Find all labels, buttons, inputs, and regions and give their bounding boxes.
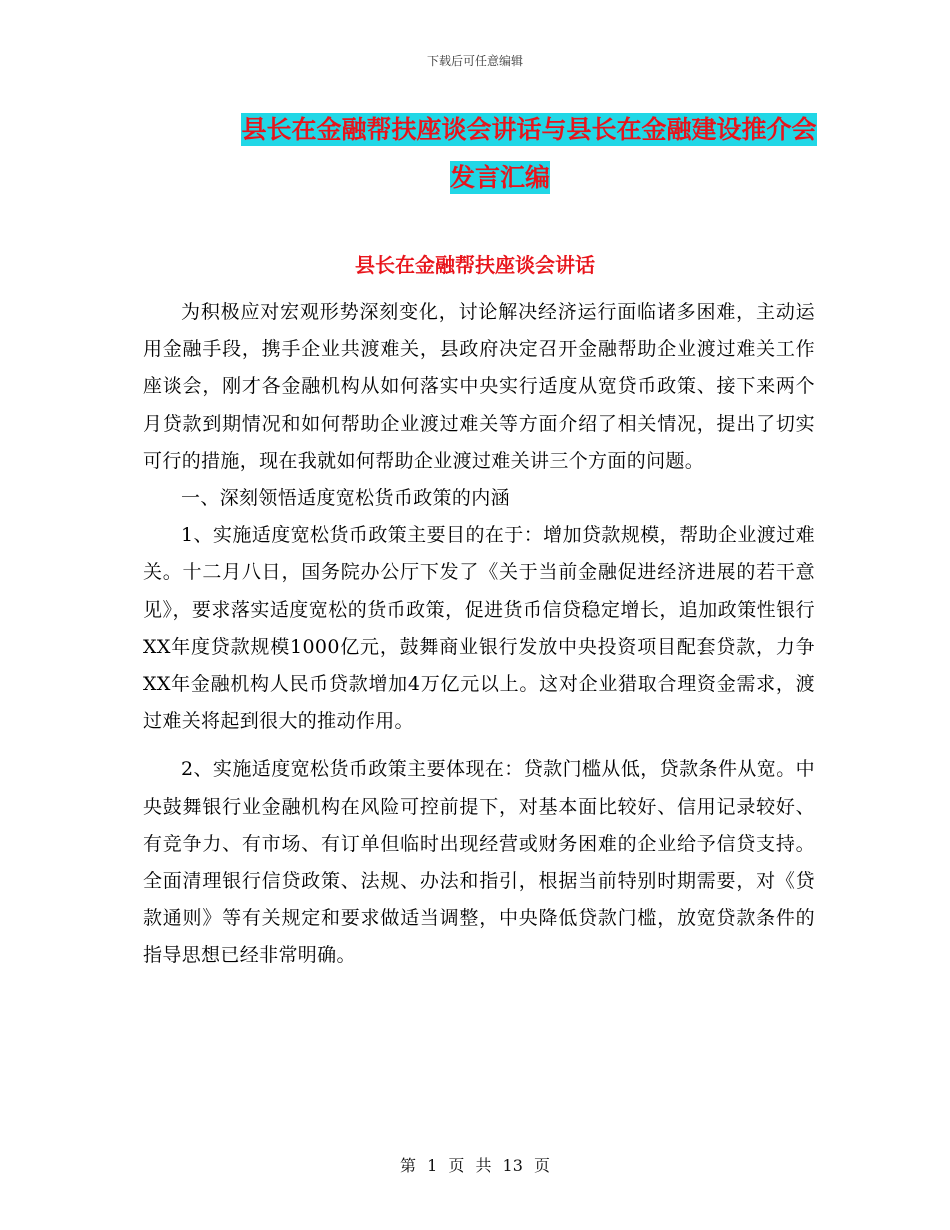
- paragraph-point-1: 1、实施适度宽松货币政策主要目的在于：增加贷款规模，帮助企业渡过难关。十二月八日，国务院办公厅下发了《关于当前金融促进经济进展的若干意见》，要求落实适度宽松的货币政策，促进货币信贷稳定增长，追加政策性银行XX年度贷款规模1000亿元，鼓舞商业银行发放中央投资项目配套贷款，力争XX年金融机构人民币贷款增加4万亿元以上。这对企业猎取合理资金需求，渡过难关将起到很大的推动作用。: [143, 524, 815, 733]
- document-title-line2: 发言汇编: [449, 163, 550, 192]
- document-title: [140, 106, 860, 202]
- page-number-footer: 第 1 页 共 13 页: [400, 1156, 550, 1175]
- document-title-line1: 县长在金融帮扶座谈会讲话与县长在金融建设推介会: [241, 115, 817, 144]
- section-title: 县长在金融帮扶座谈会讲话: [355, 253, 595, 277]
- paragraph-point-2: 2、实施适度宽松货币政策主要体现在：贷款门槛从低，贷款条件从宽。中央鼓舞银行业金融机构在风险可控前提下，对基本面比较好、信用记录较好、有竞争力、有市场、有订单但临时出现经营或财务困难的企业给予信贷支持。全面清理银行信贷政策、法规、办法和指引，根据当前特别时期需要，对《贷款通则》等有关规定和要求做适当调整，中央降低贷款门槛，放宽贷款条件的指导思想已经非常明确。: [143, 758, 815, 967]
- paragraph-intro: 为积极应对宏观形势深刻变化，讨论解决经济运行面临诸多困难，主动运用金融手段，携手企业共渡难关，县政府决定召开金融帮助企业渡过难关工作座谈会，刚才各金融机构从如何落实中央实行适度从宽贷币政策、接下来两个月贷款到期情况和如何帮助企业渡过难关等方面介绍了相关情况，提出了切实可行的措施，现在我就如何帮助企业渡过难关讲三个方面的问题。: [143, 301, 815, 472]
- paragraph-heading-1: 一、深刻领悟适度宽松货币政策的内涵: [181, 487, 510, 510]
- document-body: [143, 294, 815, 975]
- page-header-note: 下载后可任意编辑: [426, 54, 523, 68]
